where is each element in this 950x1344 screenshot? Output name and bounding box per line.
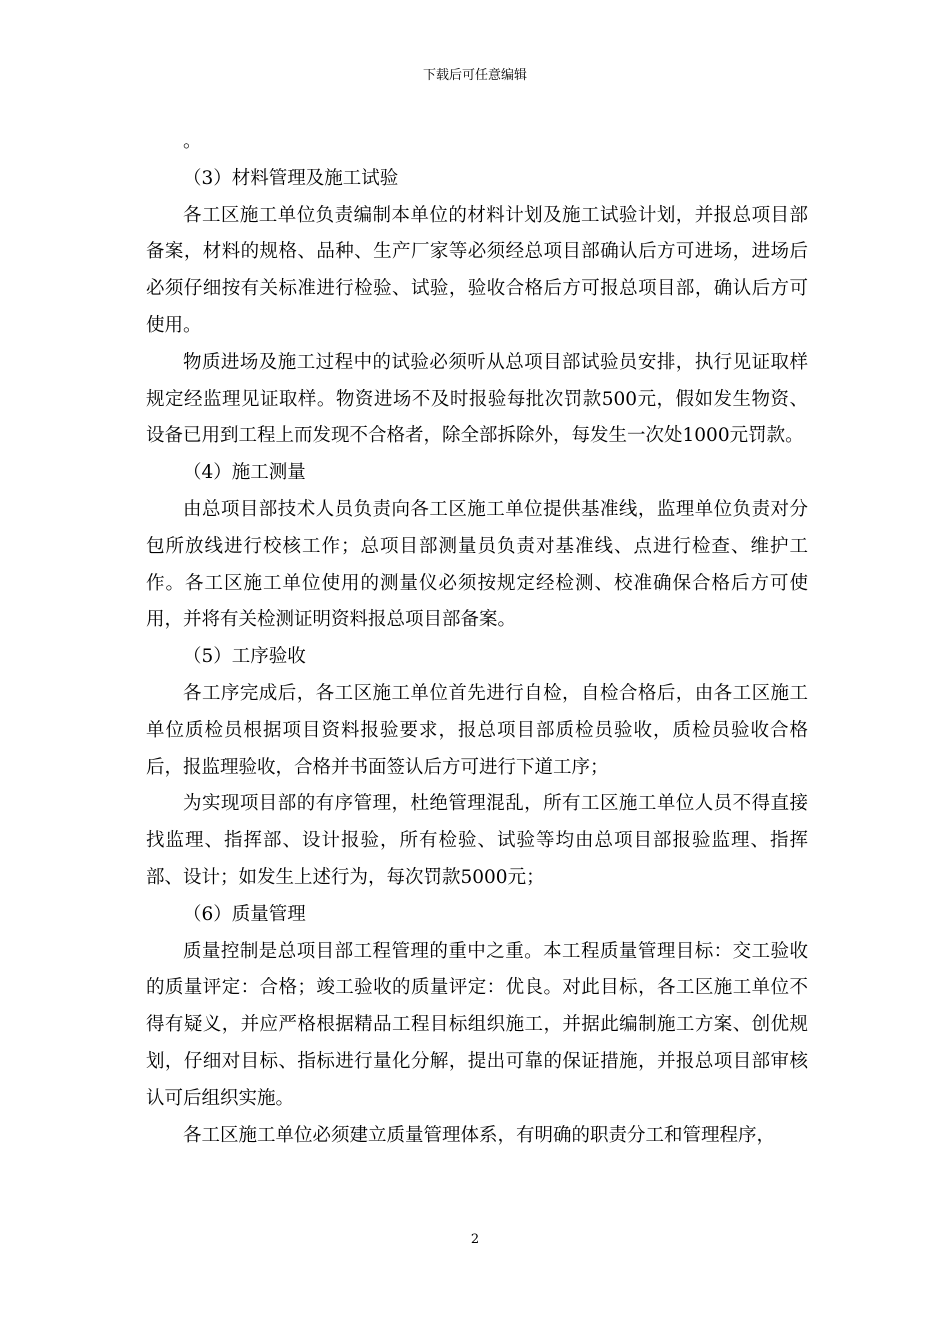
paragraph: 为实现项目部的有序管理，杜绝管理混乱，所有工区施工单位人员不得直接找监理、指挥部、设计报验，所有检验、试验等均由总项目部报验监理、指挥部、设计；如发生上述行为，每次罚款5000元； <box>146 793 808 888</box>
paragraph: 各工序完成后，各工区施工单位首先进行自检，自检合格后，由各工区施工单位质检员根据项目资料报验要求，报总项目部质检员验收，质检员验收合格后，报监理验收，合格并书面签认后方可进行下道工序； <box>146 682 808 778</box>
paragraph: 各工区施工单位必须建立质量管理体系，有明确的职责分工和管理程序， <box>183 1124 776 1146</box>
page-header: 下载后可任意编辑 <box>422 68 527 83</box>
section-heading-quality: （6）质量管理 <box>183 903 306 925</box>
section-heading-materials: （3）材料管理及施工试验 <box>183 167 399 189</box>
document-body <box>146 124 808 1154</box>
section-heading-process-acceptance: （5）工序验收 <box>183 646 306 668</box>
section-heading-survey: （4）施工测量 <box>183 462 306 484</box>
paragraph: 物质进场及施工过程中的试验必须听从总项目部试验员安排，执行见证取样规定经监理见证取样。物资进场不及时报验每批次罚款500元，假如发生物资、设备已用到工程上而发现不合格者，除全部拆除外，每发生一次处1000元罚款。 <box>146 351 808 447</box>
paragraph: 各工区施工单位负责编制本单位的材料计划及施工试验计划，并报总项目部备案，材料的规格、品种、生产厂家等必须经总项目部确认后方可进场，进场后必须仔细按有关标准进行检验、试验，验收合格后方可报总项目部，确认后方可使用。 <box>146 204 808 336</box>
paragraph-fragment: 。 <box>183 131 202 152</box>
paragraph: 由总项目部技术人员负责向各工区施工单位提供基准线，监理单位负责对分包所放线进行校核工作；总项目部测量员负责对基准线、点进行检查、维护工作。各工区施工单位使用的测量仪必须按规定经检测、校准确保合格后方可使用，并将有关检测证明资料报总项目部备案。 <box>146 498 808 631</box>
page-number: 2 <box>470 1232 480 1247</box>
paragraph: 质量控制是总项目部工程管理的重中之重。本工程质量管理目标：交工验收的质量评定：合格；竣工验收的质量评定：优良。对此目标，各工区施工单位不得有疑义，并应严格根据精品工程目标组织施工，并据此编制施工方案、创优规划，仔细对目标、指标进行量化分解，提出可靠的保证措施，并报总项目部审核认可后组织实施。 <box>146 940 808 1109</box>
